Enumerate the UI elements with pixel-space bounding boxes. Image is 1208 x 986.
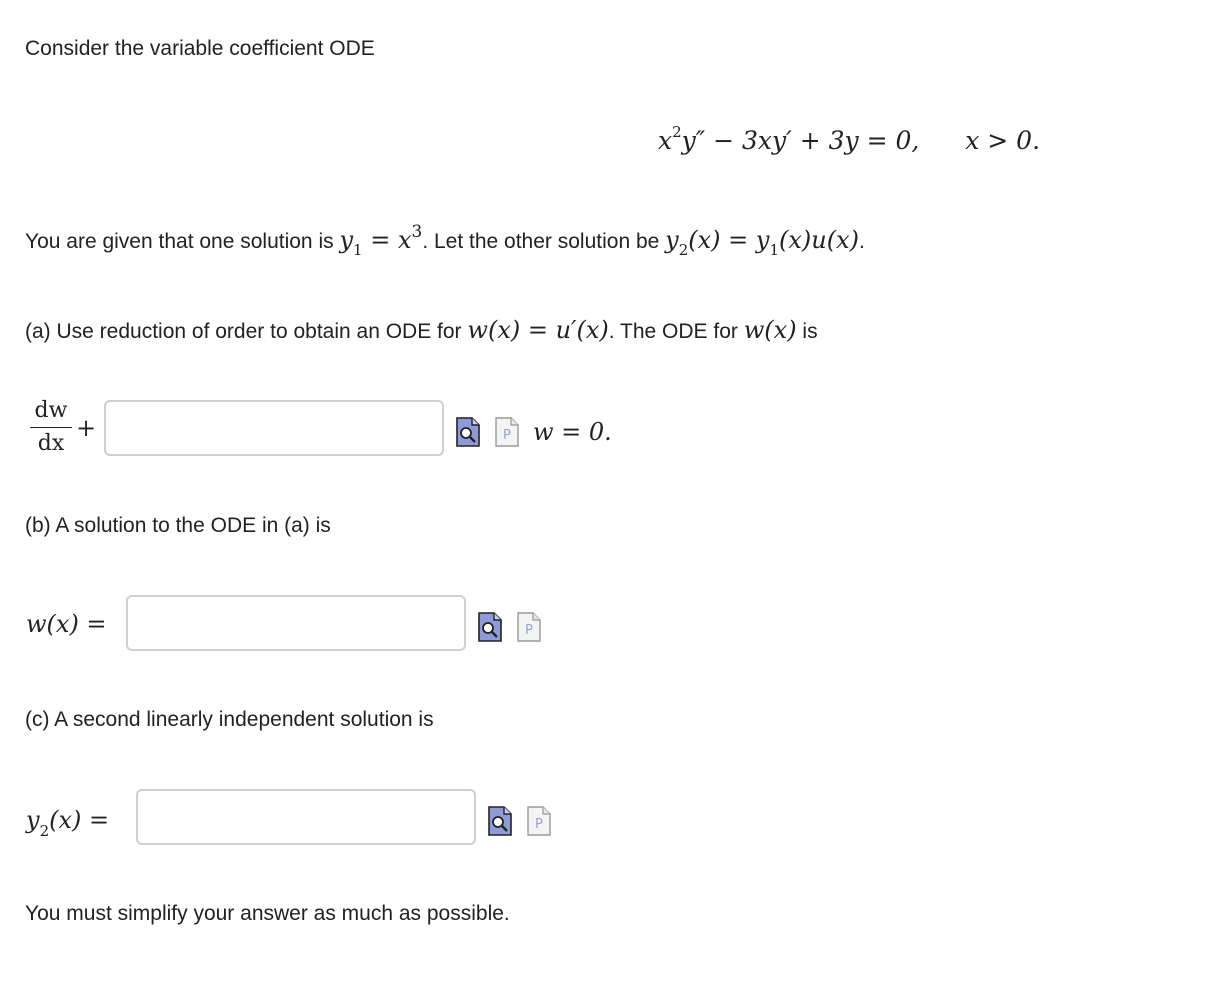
part-a-answer-input[interactable] [104, 400, 444, 456]
part-a-prefix: (a) Use reduction of order to obtain an ODE for [25, 320, 462, 343]
given-period: . [858, 230, 865, 253]
part-c-preview-icon[interactable] [487, 805, 513, 837]
given-middle: . Let the other solution be [422, 230, 660, 253]
part-b-lhs-text: w(x) = [26, 610, 107, 638]
part-c-answer-input[interactable] [136, 789, 476, 845]
part-c-lhs-y: y [26, 806, 40, 834]
part-a-help-icon[interactable] [494, 416, 520, 448]
fraction-denominator: dx [37, 431, 65, 456]
footer-note: You must simplify your answer as much as possible. [25, 902, 510, 925]
given-y1-eq: = x [362, 226, 412, 254]
given-y2-rest: (x) = y [688, 226, 770, 254]
part-a-w-def: w(x) = u′(x) [467, 316, 609, 344]
equation-x: x [658, 126, 673, 155]
equation-square: 2 [672, 122, 682, 141]
svg-text:P: P [503, 428, 511, 443]
svg-text:P: P [525, 623, 533, 638]
intro-text: Consider the variable coefficient ODE [25, 37, 375, 60]
part-b-prompt: (b) A solution to the ODE in (a) is [25, 514, 331, 537]
part-a-equation-tail [533, 418, 612, 446]
part-a-after: w = 0. [533, 418, 612, 446]
given-y2-sub2: 1 [769, 241, 779, 260]
given-line [25, 222, 865, 260]
given-y2: y [665, 226, 679, 254]
part-b-preview-icon[interactable] [477, 611, 503, 643]
main-equation [658, 122, 1041, 155]
given-y1: y [339, 226, 354, 254]
part-a-prompt [25, 316, 818, 344]
given-y2-sub: 2 [678, 241, 689, 260]
part-c-help-icon[interactable] [526, 805, 552, 837]
part-c-prompt: (c) A second linearly independent solution is [25, 708, 434, 731]
fraction-numerator: dw [34, 398, 68, 423]
given-y1-pow: 3 [411, 222, 423, 242]
part-b-help-icon[interactable] [516, 611, 542, 643]
part-c-lhs [26, 806, 110, 840]
plus-sign: + [76, 414, 97, 442]
fraction-bar [30, 427, 72, 428]
dw-dx-fraction [28, 398, 74, 457]
part-a-preview-icon[interactable] [455, 416, 481, 448]
part-a-suffix: is [802, 320, 818, 343]
given-y1-sub: 1 [353, 241, 363, 260]
svg-text:P: P [535, 817, 543, 832]
part-a-w-ref: w(x) [743, 316, 797, 344]
given-y2-tail: (x)u(x) [779, 226, 859, 254]
part-a-mid: . The ODE for [608, 320, 738, 343]
equation-rest: y″ − 3xy′ + 3y = 0, [681, 126, 920, 155]
part-b-answer-input[interactable] [126, 595, 466, 651]
part-c-lhs-rest: (x) = [49, 806, 110, 834]
equation-condition: x > 0. [965, 126, 1041, 155]
part-c-lhs-sub: 2 [39, 821, 50, 840]
part-b-lhs [26, 610, 107, 638]
given-prefix: You are given that one solution is [25, 230, 334, 253]
